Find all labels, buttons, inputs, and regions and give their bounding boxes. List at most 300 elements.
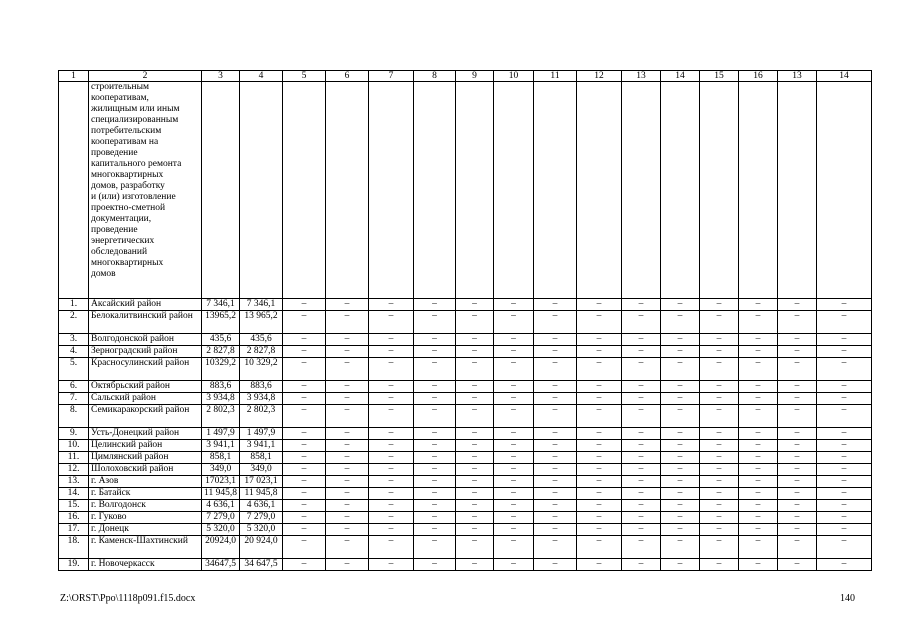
value-col4: 2 827,8 <box>240 346 283 358</box>
dash-cell: – <box>494 524 534 536</box>
value-col3: 883,6 <box>202 381 240 393</box>
dash-cell: – <box>534 393 577 405</box>
value-col4: 11 945,8 <box>240 488 283 500</box>
dash-cell: – <box>577 500 622 512</box>
value-col4: 883,6 <box>240 381 283 393</box>
dash-cell: – <box>817 311 872 334</box>
dash-cell: – <box>577 440 622 452</box>
value-col4: 3 941,1 <box>240 440 283 452</box>
dash-cell: – <box>283 334 326 346</box>
dash-cell: – <box>326 381 369 393</box>
dash-cell: – <box>739 334 778 346</box>
column-header: 14 <box>817 71 872 82</box>
value-col4: 3 934,8 <box>240 393 283 405</box>
district-name: г. Донецк <box>89 524 202 536</box>
dash-cell: – <box>778 440 817 452</box>
column-header: 14 <box>661 71 700 82</box>
empty-cell <box>494 82 534 299</box>
dash-cell: – <box>414 524 456 536</box>
column-header: 8 <box>414 71 456 82</box>
dash-cell: – <box>534 311 577 334</box>
empty-cell <box>414 82 456 299</box>
row-number: 14. <box>59 488 89 500</box>
dash-cell: – <box>456 299 494 311</box>
value-col4: 20 924,0 <box>240 536 283 559</box>
dash-cell: – <box>283 500 326 512</box>
row-number: 16. <box>59 512 89 524</box>
value-col3: 2 802,3 <box>202 405 240 428</box>
dash-cell: – <box>283 512 326 524</box>
dash-cell: – <box>456 405 494 428</box>
table-row <box>59 500 872 512</box>
district-name: Сальский район <box>89 393 202 405</box>
table-row <box>59 358 872 381</box>
intro-row <box>59 82 872 299</box>
dash-cell: – <box>739 311 778 334</box>
dash-cell: – <box>661 428 700 440</box>
dash-cell: – <box>534 381 577 393</box>
dash-cell: – <box>700 440 739 452</box>
row-number: 5. <box>59 358 89 381</box>
dash-cell: – <box>326 464 369 476</box>
dash-cell: – <box>778 559 817 571</box>
table-row <box>59 536 872 559</box>
row-number: 12. <box>59 464 89 476</box>
dash-cell: – <box>414 428 456 440</box>
dash-cell: – <box>700 428 739 440</box>
dash-cell: – <box>456 358 494 381</box>
dash-cell: – <box>494 358 534 381</box>
dash-cell: – <box>700 299 739 311</box>
row-number: 6. <box>59 381 89 393</box>
dash-cell: – <box>369 488 414 500</box>
dash-cell: – <box>414 464 456 476</box>
dash-cell: – <box>577 393 622 405</box>
dash-cell: – <box>817 500 872 512</box>
header-row <box>59 71 872 82</box>
district-name: Аксайский район <box>89 299 202 311</box>
dash-cell: – <box>369 299 414 311</box>
row-description: строительным кооперативам, жилищным или иным специализированным потребительским кооперативам на проведение капитального ремонта многоквартирных домов, разработку и (или) изготовление проектно-сметной документации, проведение энергетических обследований многоквартирных домов <box>89 82 202 299</box>
dash-cell: – <box>494 346 534 358</box>
dash-cell: – <box>661 488 700 500</box>
district-name: Красносулинский район <box>89 358 202 381</box>
dash-cell: – <box>326 524 369 536</box>
dash-cell: – <box>661 536 700 559</box>
dash-cell: – <box>622 476 661 488</box>
dash-cell: – <box>369 559 414 571</box>
table-row <box>59 299 872 311</box>
dash-cell: – <box>283 381 326 393</box>
dash-cell: – <box>414 488 456 500</box>
table-row <box>59 381 872 393</box>
column-header: 5 <box>283 71 326 82</box>
dash-cell: – <box>534 476 577 488</box>
value-col3: 4 636,1 <box>202 500 240 512</box>
dash-cell: – <box>494 452 534 464</box>
value-col3: 20924,0 <box>202 536 240 559</box>
dash-cell: – <box>817 559 872 571</box>
dash-cell: – <box>778 346 817 358</box>
value-col4: 435,6 <box>240 334 283 346</box>
empty-cell <box>202 82 240 299</box>
table-row <box>59 405 872 428</box>
dash-cell: – <box>456 334 494 346</box>
dash-cell: – <box>739 524 778 536</box>
row-number: 7. <box>59 393 89 405</box>
dash-cell: – <box>577 536 622 559</box>
dash-cell: – <box>622 299 661 311</box>
dash-cell: – <box>494 334 534 346</box>
dash-cell: – <box>283 536 326 559</box>
dash-cell: – <box>414 334 456 346</box>
dash-cell: – <box>414 476 456 488</box>
dash-cell: – <box>326 405 369 428</box>
dash-cell: – <box>534 334 577 346</box>
value-col3: 10329,2 <box>202 358 240 381</box>
empty-cell <box>622 82 661 299</box>
dash-cell: – <box>778 311 817 334</box>
dash-cell: – <box>739 464 778 476</box>
dash-cell: – <box>577 299 622 311</box>
dash-cell: – <box>661 500 700 512</box>
dash-cell: – <box>534 500 577 512</box>
dash-cell: – <box>534 405 577 428</box>
empty-cell <box>369 82 414 299</box>
dash-cell: – <box>778 334 817 346</box>
dash-cell: – <box>494 559 534 571</box>
dash-cell: – <box>456 452 494 464</box>
empty-cell <box>326 82 369 299</box>
dash-cell: – <box>283 346 326 358</box>
dash-cell: – <box>369 358 414 381</box>
empty-cell <box>817 82 872 299</box>
dash-cell: – <box>534 559 577 571</box>
dash-cell: – <box>700 524 739 536</box>
dash-cell: – <box>326 346 369 358</box>
dash-cell: – <box>369 500 414 512</box>
dash-cell: – <box>369 428 414 440</box>
dash-cell: – <box>494 299 534 311</box>
dash-cell: – <box>661 440 700 452</box>
dash-cell: – <box>456 476 494 488</box>
empty-cell <box>283 82 326 299</box>
dash-cell: – <box>326 559 369 571</box>
dash-cell: – <box>283 524 326 536</box>
value-col3: 17023,1 <box>202 476 240 488</box>
dash-cell: – <box>534 358 577 381</box>
dash-cell: – <box>283 405 326 428</box>
dash-cell: – <box>577 358 622 381</box>
column-header: 13 <box>778 71 817 82</box>
dash-cell: – <box>700 358 739 381</box>
district-name: г. Каменск-Шахтинский <box>89 536 202 559</box>
row-number: 18. <box>59 536 89 559</box>
empty-cell <box>739 82 778 299</box>
dash-cell: – <box>700 452 739 464</box>
dash-cell: – <box>534 536 577 559</box>
table-row <box>59 311 872 334</box>
table-row <box>59 488 872 500</box>
column-header: 12 <box>577 71 622 82</box>
row-number: 8. <box>59 405 89 428</box>
dash-cell: – <box>494 536 534 559</box>
dash-cell: – <box>577 346 622 358</box>
dash-cell: – <box>817 299 872 311</box>
dash-cell: – <box>283 440 326 452</box>
dash-cell: – <box>369 381 414 393</box>
column-header: 2 <box>89 71 202 82</box>
dash-cell: – <box>414 358 456 381</box>
dash-cell: – <box>283 476 326 488</box>
footer-file-path: Z:\ORST\Ppo\1118p091.f15.docx <box>60 593 196 604</box>
dash-cell: – <box>817 488 872 500</box>
dash-cell: – <box>326 500 369 512</box>
dash-cell: – <box>456 346 494 358</box>
dash-cell: – <box>817 464 872 476</box>
dash-cell: – <box>414 346 456 358</box>
column-header: 7 <box>369 71 414 82</box>
dash-cell: – <box>326 393 369 405</box>
value-col3: 11 945,8 <box>202 488 240 500</box>
dash-cell: – <box>661 524 700 536</box>
dash-cell: – <box>369 476 414 488</box>
dash-cell: – <box>622 393 661 405</box>
budget-table <box>58 70 872 571</box>
dash-cell: – <box>494 476 534 488</box>
dash-cell: – <box>414 500 456 512</box>
dash-cell: – <box>534 488 577 500</box>
dash-cell: – <box>817 524 872 536</box>
value-col3: 3 941,1 <box>202 440 240 452</box>
dash-cell: – <box>534 346 577 358</box>
dash-cell: – <box>577 512 622 524</box>
dash-cell: – <box>622 440 661 452</box>
row-number: 9. <box>59 428 89 440</box>
row-number: 11. <box>59 452 89 464</box>
dash-cell: – <box>577 464 622 476</box>
row-number: 15. <box>59 500 89 512</box>
dash-cell: – <box>369 536 414 559</box>
dash-cell: – <box>817 405 872 428</box>
dash-cell: – <box>534 464 577 476</box>
dash-cell: – <box>778 358 817 381</box>
dash-cell: – <box>534 524 577 536</box>
table-row <box>59 559 872 571</box>
district-name: Октябрьский район <box>89 381 202 393</box>
column-header: 1 <box>59 71 89 82</box>
dash-cell: – <box>577 405 622 428</box>
dash-cell: – <box>700 381 739 393</box>
dash-cell: – <box>369 452 414 464</box>
dash-cell: – <box>577 452 622 464</box>
dash-cell: – <box>326 440 369 452</box>
dash-cell: – <box>494 512 534 524</box>
dash-cell: – <box>778 464 817 476</box>
dash-cell: – <box>661 381 700 393</box>
dash-cell: – <box>494 440 534 452</box>
dash-cell: – <box>700 346 739 358</box>
column-header: 15 <box>700 71 739 82</box>
value-col4: 13 965,2 <box>240 311 283 334</box>
row-number: 2. <box>59 311 89 334</box>
dash-cell: – <box>283 464 326 476</box>
dash-cell: – <box>283 559 326 571</box>
district-name: Усть-Донецкий район <box>89 428 202 440</box>
dash-cell: – <box>739 452 778 464</box>
dash-cell: – <box>778 393 817 405</box>
dash-cell: – <box>622 405 661 428</box>
dash-cell: – <box>661 405 700 428</box>
dash-cell: – <box>456 536 494 559</box>
value-col4: 858,1 <box>240 452 283 464</box>
column-header: 4 <box>240 71 283 82</box>
dash-cell: – <box>577 428 622 440</box>
table-row <box>59 524 872 536</box>
empty-cell <box>534 82 577 299</box>
dash-cell: – <box>700 311 739 334</box>
district-name: Цимлянский район <box>89 452 202 464</box>
dash-cell: – <box>577 559 622 571</box>
dash-cell: – <box>534 440 577 452</box>
dash-cell: – <box>661 452 700 464</box>
value-col4: 349,0 <box>240 464 283 476</box>
dash-cell: – <box>778 299 817 311</box>
dash-cell: – <box>661 464 700 476</box>
dash-cell: – <box>739 428 778 440</box>
column-header: 13 <box>622 71 661 82</box>
dash-cell: – <box>739 512 778 524</box>
value-col3: 2 827,8 <box>202 346 240 358</box>
district-name: Целинский район <box>89 440 202 452</box>
dash-cell: – <box>778 381 817 393</box>
column-header: 6 <box>326 71 369 82</box>
value-col3: 7 279,0 <box>202 512 240 524</box>
table-row <box>59 393 872 405</box>
dash-cell: – <box>622 488 661 500</box>
value-col4: 34 647,5 <box>240 559 283 571</box>
dash-cell: – <box>817 536 872 559</box>
column-header: 16 <box>739 71 778 82</box>
dash-cell: – <box>700 334 739 346</box>
dash-cell: – <box>326 512 369 524</box>
dash-cell: – <box>622 346 661 358</box>
dash-cell: – <box>534 428 577 440</box>
row-number: 17. <box>59 524 89 536</box>
dash-cell: – <box>778 488 817 500</box>
dash-cell: – <box>326 299 369 311</box>
dash-cell: – <box>622 524 661 536</box>
dash-cell: – <box>414 405 456 428</box>
dash-cell: – <box>739 559 778 571</box>
dash-cell: – <box>700 559 739 571</box>
row-number: 3. <box>59 334 89 346</box>
dash-cell: – <box>494 500 534 512</box>
dash-cell: – <box>739 476 778 488</box>
dash-cell: – <box>414 440 456 452</box>
dash-cell: – <box>456 488 494 500</box>
value-col3: 5 320,0 <box>202 524 240 536</box>
dash-cell: – <box>369 334 414 346</box>
district-name: г. Новочеркасск <box>89 559 202 571</box>
district-name: Волгодонской район <box>89 334 202 346</box>
dash-cell: – <box>577 524 622 536</box>
row-number: 1. <box>59 299 89 311</box>
dash-cell: – <box>661 512 700 524</box>
column-header: 9 <box>456 71 494 82</box>
dash-cell: – <box>622 334 661 346</box>
value-col4: 5 320,0 <box>240 524 283 536</box>
dash-cell: – <box>817 452 872 464</box>
value-col4: 10 329,2 <box>240 358 283 381</box>
dash-cell: – <box>700 500 739 512</box>
row-number: 4. <box>59 346 89 358</box>
dash-cell: – <box>326 536 369 559</box>
dash-cell: – <box>622 311 661 334</box>
dash-cell: – <box>534 512 577 524</box>
dash-cell: – <box>778 500 817 512</box>
dash-cell: – <box>456 381 494 393</box>
dash-cell: – <box>494 393 534 405</box>
table-row <box>59 440 872 452</box>
dash-cell: – <box>456 500 494 512</box>
dash-cell: – <box>622 464 661 476</box>
table-row <box>59 334 872 346</box>
dash-cell: – <box>817 440 872 452</box>
empty-cell <box>700 82 739 299</box>
dash-cell: – <box>739 393 778 405</box>
dash-cell: – <box>369 524 414 536</box>
district-name: Семикаракорский район <box>89 405 202 428</box>
dash-cell: – <box>369 311 414 334</box>
page-number: 140 <box>840 593 855 604</box>
dash-cell: – <box>414 559 456 571</box>
dash-cell: – <box>414 452 456 464</box>
dash-cell: – <box>494 381 534 393</box>
column-header: 3 <box>202 71 240 82</box>
value-col4: 17 023,1 <box>240 476 283 488</box>
table-row <box>59 512 872 524</box>
value-col3: 34647,5 <box>202 559 240 571</box>
dash-cell: – <box>456 512 494 524</box>
dash-cell: – <box>700 512 739 524</box>
row-number: 10. <box>59 440 89 452</box>
dash-cell: – <box>414 393 456 405</box>
dash-cell: – <box>577 334 622 346</box>
dash-cell: – <box>494 464 534 476</box>
dash-cell: – <box>661 393 700 405</box>
value-col4: 7 346,1 <box>240 299 283 311</box>
dash-cell: – <box>661 334 700 346</box>
dash-cell: – <box>700 476 739 488</box>
dash-cell: – <box>456 393 494 405</box>
dash-cell: – <box>577 476 622 488</box>
table-row <box>59 476 872 488</box>
dash-cell: – <box>739 488 778 500</box>
table-row <box>59 464 872 476</box>
dash-cell: – <box>622 536 661 559</box>
dash-cell: – <box>778 536 817 559</box>
dash-cell: – <box>577 488 622 500</box>
dash-cell: – <box>817 393 872 405</box>
dash-cell: – <box>494 405 534 428</box>
dash-cell: – <box>283 393 326 405</box>
dash-cell: – <box>326 334 369 346</box>
dash-cell: – <box>661 559 700 571</box>
table-row <box>59 346 872 358</box>
dash-cell: – <box>739 346 778 358</box>
empty-cell <box>59 82 89 299</box>
